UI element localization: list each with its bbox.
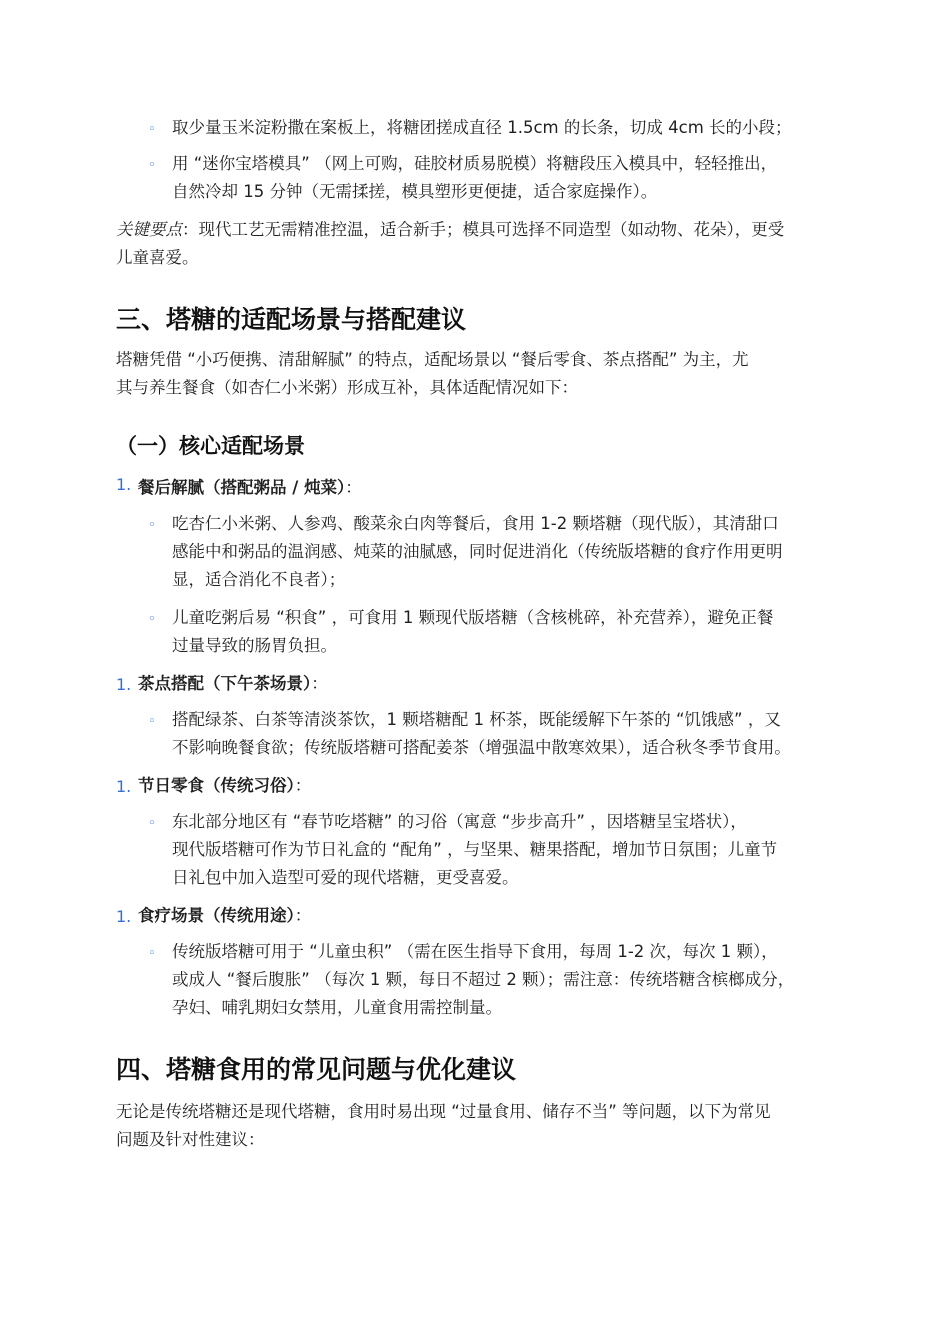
item-title-line <box>138 902 311 930</box>
section-intro: 无论是传统塔糖还是现代塔糖，食用时易出现 “过量食用、储存不当” 等问题，以下为常见 <box>116 1102 771 1121</box>
list-bullet: ◦ <box>148 714 156 729</box>
key-point-label: 关键要点 <box>116 220 182 239</box>
item-number: 1. <box>116 907 132 926</box>
item-title: 餐后解腻（搭配粥品 / 炖菜） <box>138 478 346 497</box>
list-item-text: 自然冷却 15 分钟（无需揉搓，模具塑形更便捷，适合家庭操作）。 <box>172 182 658 201</box>
list-item-text: 东北部分地区有 “春节吃塔糖” 的习俗（寓意 “步步高升” ，因塔糖呈宝塔状）， <box>172 812 747 831</box>
list-item-text: 不影响晚餐食欲；传统版塔糖可搭配姜茶（增强温中散寒效果），适合秋冬季节食用。 <box>172 738 791 757</box>
list-bullet: ◦ <box>148 122 156 137</box>
list-item-text: 传统版塔糖可用于 “儿童虫积” （需在医生指导下食用，每周 1-2 次，每次 1 颗）， <box>172 942 778 961</box>
key-point-text: ：现代工艺无需精准控温，适合新手；模具可选择不同造型（如动物、花朵），更受 <box>182 220 785 239</box>
item-title: 食疗场景（传统用途） <box>138 906 295 925</box>
list-item-text: 或成人 “餐后腹胀” （每次 1 颗，每日不超过 2 颗）；需注意：传统塔糖含槟榔成分， <box>172 970 795 989</box>
list-item-text: 过量导致的肠胃负担。 <box>172 636 337 655</box>
item-number: 1. <box>116 777 132 796</box>
list-item-text: 孕妇、哺乳期妇女禁用，儿童食用需控制量。 <box>172 998 502 1017</box>
item-colon: ： <box>294 776 312 795</box>
item-title-line <box>138 772 311 800</box>
key-point-text: 儿童喜爱。 <box>116 248 199 267</box>
list-item-text: 现代版塔糖可作为节日礼盒的 “配角” ，与坚果、糖果搭配，增加节日氛围；儿童节 <box>172 840 778 859</box>
list-item-text: 感能中和粥品的温润感、炖菜的油腻感，同时促进消化（传统版塔糖的食疗作用更明 <box>172 542 783 561</box>
item-colon: ： <box>311 674 328 693</box>
item-number: 1. <box>116 675 132 694</box>
list-bullet: ◦ <box>148 518 156 533</box>
list-item-text: 用 “迷你宝塔模具” （网上可购，硅胶材质易脱模）将糖段压入模具中，轻轻推出， <box>172 154 778 173</box>
item-title-line <box>138 670 328 698</box>
section-intro: 塔糖凭借 “小巧便携、清甜解腻” 的特点，适配场景以 “餐后零食、茶点搭配” 为主，尤 <box>116 350 749 369</box>
section-heading: 三、塔糖的适配场景与搭配建议 <box>116 305 467 334</box>
section-heading: 四、塔糖食用的常见问题与优化建议 <box>116 1055 517 1084</box>
list-item-text: 日礼包中加入造型可爱的现代塔糖，更受喜爱。 <box>172 868 519 887</box>
list-item-text: 搭配绿茶、白茶等清淡茶饮，1 颗塔糖配 1 杯茶，既能缓解下午茶的 “饥饿感” ，又 <box>172 710 781 729</box>
list-item-text: 儿童吃粥后易 “积食” ，可食用 1 颗现代版塔糖（含核桃碎，补充营养），避免正餐 <box>172 608 774 627</box>
item-colon: ： <box>294 906 312 925</box>
list-bullet: ◦ <box>148 612 156 627</box>
item-title: 茶点搭配（下午茶场景） <box>138 674 312 693</box>
item-number: 1. <box>116 475 132 494</box>
item-colon: ： <box>345 478 362 497</box>
subsection-heading: （一）核心适配场景 <box>116 434 305 458</box>
list-bullet: ◦ <box>148 158 156 173</box>
list-bullet: ◦ <box>148 946 156 961</box>
list-item-text: 吃杏仁小米粥、人参鸡、酸菜汆白肉等餐后，食用 1-2 颗塔糖（现代版），其清甜口 <box>172 514 779 533</box>
item-title-line <box>138 474 362 502</box>
list-item-text: 显，适合消化不良者）； <box>172 570 346 589</box>
key-point-paragraph <box>116 216 784 244</box>
list-bullet: ◦ <box>148 816 156 831</box>
list-item-text: 取少量玉米淀粉撒在案板上，将糖团搓成直径 1.5cm 的长条，切成 4cm 长的小段； <box>172 118 792 137</box>
section-intro: 其与养生餐食（如杏仁小米粥）形成互补，具体适配情况如下： <box>116 378 578 397</box>
item-title: 节日零食（传统习俗） <box>138 776 295 795</box>
section-intro: 问题及针对性建议： <box>116 1130 265 1149</box>
